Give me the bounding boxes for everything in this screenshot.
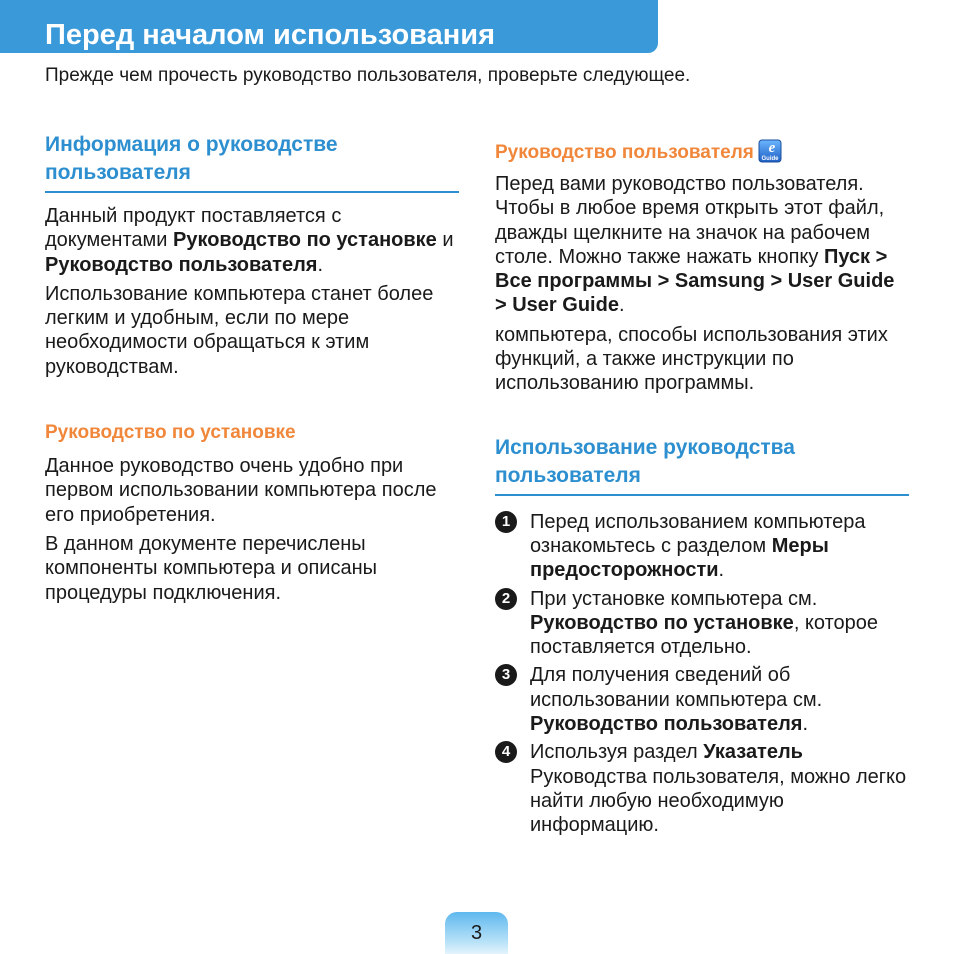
user-guide-paragraph-1: Перед вами руководство пользователя. Чтобы в любое время открыть этот файл, дважды щелкните на значок на рабочем столе. Можно также нажать кнопку Пуск > Все программы > Samsung > User Guide > User Guide. [495, 173, 895, 317]
subheading-install-guide: Руководство по установке [45, 422, 296, 444]
list-item: 4 Используя раздел Указатель Руководства пользователя, можно легко найти любую необходимую информацию. [495, 740, 909, 837]
list-item: 3 Для получения сведений об использовании компьютера см. Руководство пользователя. [495, 663, 909, 736]
svg-text:Guide: Guide [761, 156, 779, 162]
list-item: 2 При установке компьютера см. Руководство по установке, которое поставляется отдельно. [495, 587, 909, 660]
intro-text: Прежде чем прочесть руководство пользователя, проверьте следующее. [45, 65, 691, 86]
user-guide-paragraph-2: компьютера, способы использования этих функций, а также инструкции по использованию программы. [495, 323, 888, 395]
step-number-1: 1 [495, 511, 517, 533]
install-paragraph-1: Данное руководство очень удобно при первом использовании компьютера после его приобретения. [45, 455, 437, 526]
section-heading-guide-usage: Использование руководства пользователя [495, 434, 909, 496]
step-number-3: 3 [495, 664, 517, 686]
page-title: Перед началом использования [45, 19, 496, 51]
subheading-user-guide: Руководство пользователя e Guide [495, 139, 909, 165]
info-paragraph-1: Данный продукт поставляется с документами Руководство по установке и Руководство пользователя. [45, 205, 454, 276]
step-number-2: 2 [495, 588, 517, 610]
info-paragraph-2: Использование компьютера станет более легким и удобным, если по мере необходимости обращаться к этим руководствам. [45, 282, 434, 378]
page-number-tab [445, 912, 508, 954]
right-column [495, 131, 909, 838]
svg-text:e: e [768, 140, 776, 156]
left-column [45, 131, 459, 605]
section-heading-guide-info: Информация о руководстве пользователя [45, 131, 459, 193]
e-guide-icon [758, 139, 782, 163]
page-number: 3 [470, 922, 483, 944]
steps-list [495, 510, 909, 838]
install-paragraph-2: В данном документе перечислены компоненты компьютера и описаны процедуры подключения. [45, 532, 378, 604]
step-number-4: 4 [495, 741, 517, 763]
list-item: 1 Перед использованием компьютера ознакомьтесь с разделом Меры предосторожности. [495, 510, 909, 583]
